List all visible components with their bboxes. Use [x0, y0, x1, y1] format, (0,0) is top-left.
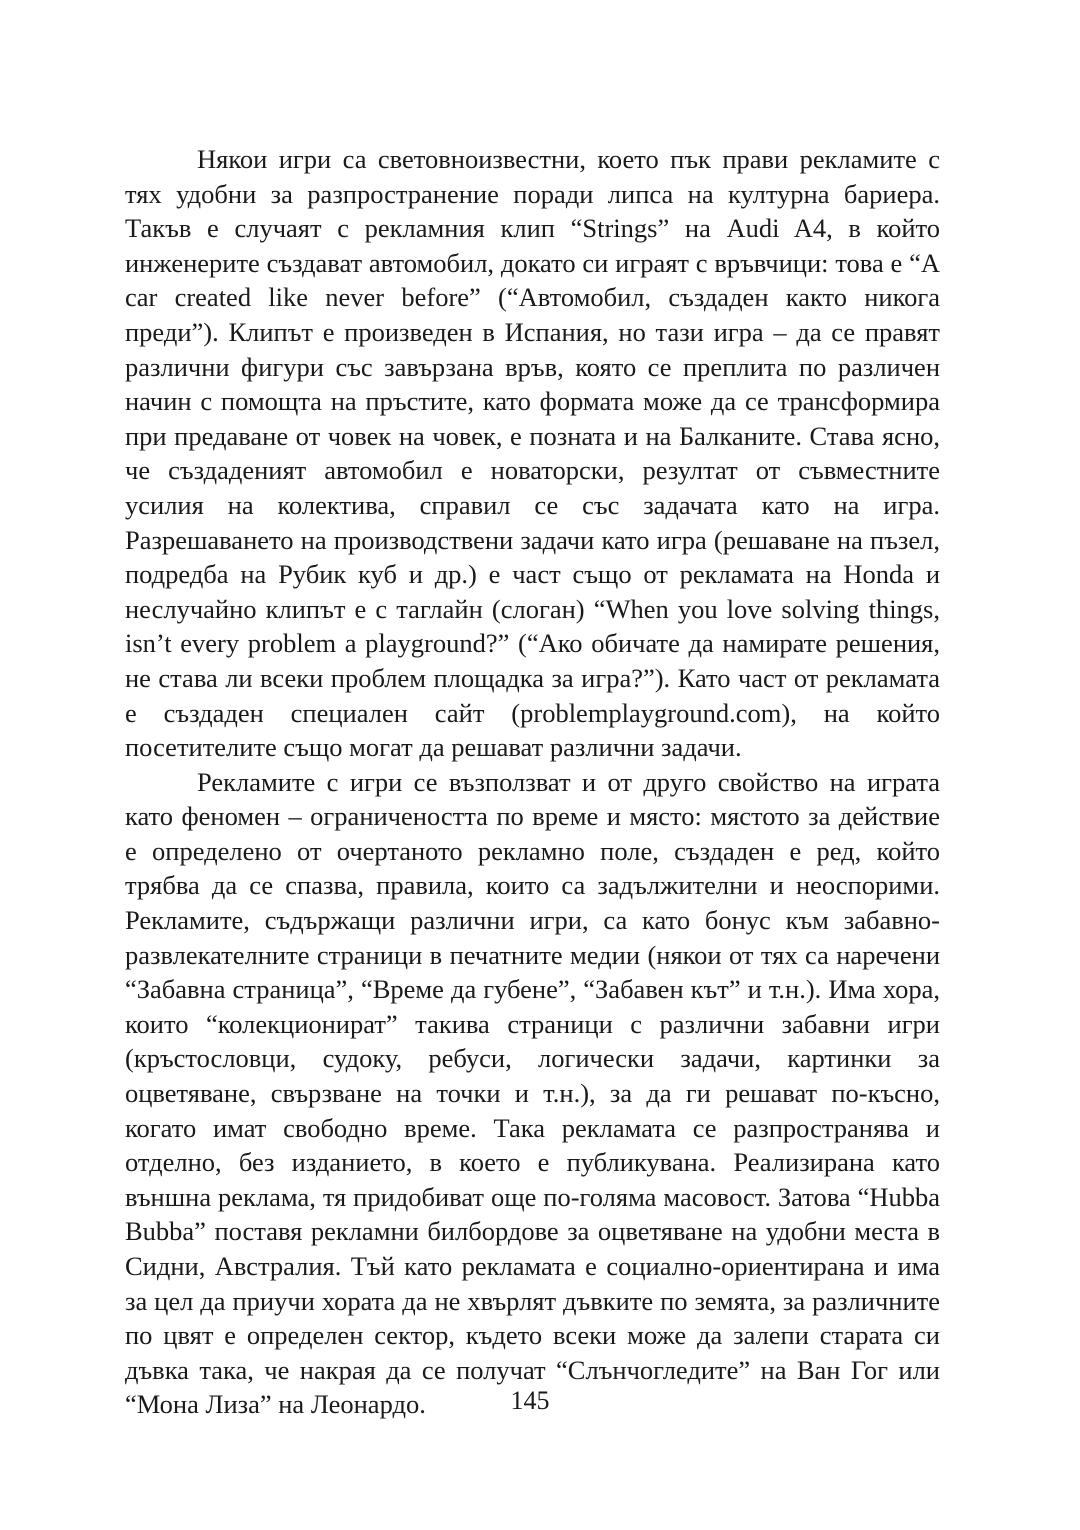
- body-text: [125, 142, 940, 1422]
- paragraph-2: Рекламите с игри се възползват и от друго свойство на играта като феномен – ограничеността по време и място: мястото за действие е определено от очертаното рекламно поле, създаден е ред, който трябва да се спазва, правила, които са задължителни и неоспорими. Рекламите, съдържащи различни игри, са като бонус към забавно-развлекателните страници в печатните медии (някои от тях са наречени “Забавна страница”, “Време да губене”, “Забавен кът” и т.н.). Има хора, които “колекционират” такива страници с различни забавни игри (кръстословци, судоку, ребуси, логически задачи, картинки за оцветяване, свързване на точки и т.н.), за да ги решават по-късно, когато имат свободно време. Така рекламата се разпространява и отделно, без изданието, в което е публикувана. Реализирана като външна реклама, тя придобиват още по-голяма масовост. Затова “Hubba Bubba” поставя рекламни билбордове за оцветяване на удобни места в Сидни, Австралия. Тъй като рекламата е социално-ориентирана и има за цел да приучи хората да не хвърлят дъвките по земята, за различните по цвят е определен сектор, където всеки може да залепи старата си дъвка така, че накрая да се получат “Слънчогледите” на Ван Гог или “Мона Лиза” на Леонардо.: [125, 766, 940, 1420]
- page-number: 145: [510, 1386, 550, 1415]
- paragraph-1: Някои игри са световноизвестни, което пък прави рекламите с тях удобни за разпространение поради липса на културна бариера. Такъв е случаят с рекламния клип “Strings” на Audi A4, в който инженерите създават автомобил, докато си играят с връвчици: това е “A car created like never before” (“Автомобил, създаден както никога преди”). Клипът е произведен в Испания, но тази игра – да се правят различни фигури със завързана връв, която се преплита по различен начин с помощта на пръстите, като формата може да се трансформира при предаване от човек на човек, е позната и на Балканите. Става ясно, че създаденият автомобил е новаторски, резултат от съвместните усилия на колектива, справил се със задачата като на игра. Разрешаването на производствени задачи като игра (решаване на пъзел, подредба на Рубик куб и др.) е част също от рекламата на Honda и неслучайно клипът е с таглайн (слоган) “When you love solving things, isn’t every problem a playground?” (“Ако обичате да намирате решения, не става ли всеки проблем площадка за игра?”). Като част от рекламата е създаден специален сайт (problemplayground.com), на който посетителите също могат да решават различни задачи.: [125, 144, 940, 763]
